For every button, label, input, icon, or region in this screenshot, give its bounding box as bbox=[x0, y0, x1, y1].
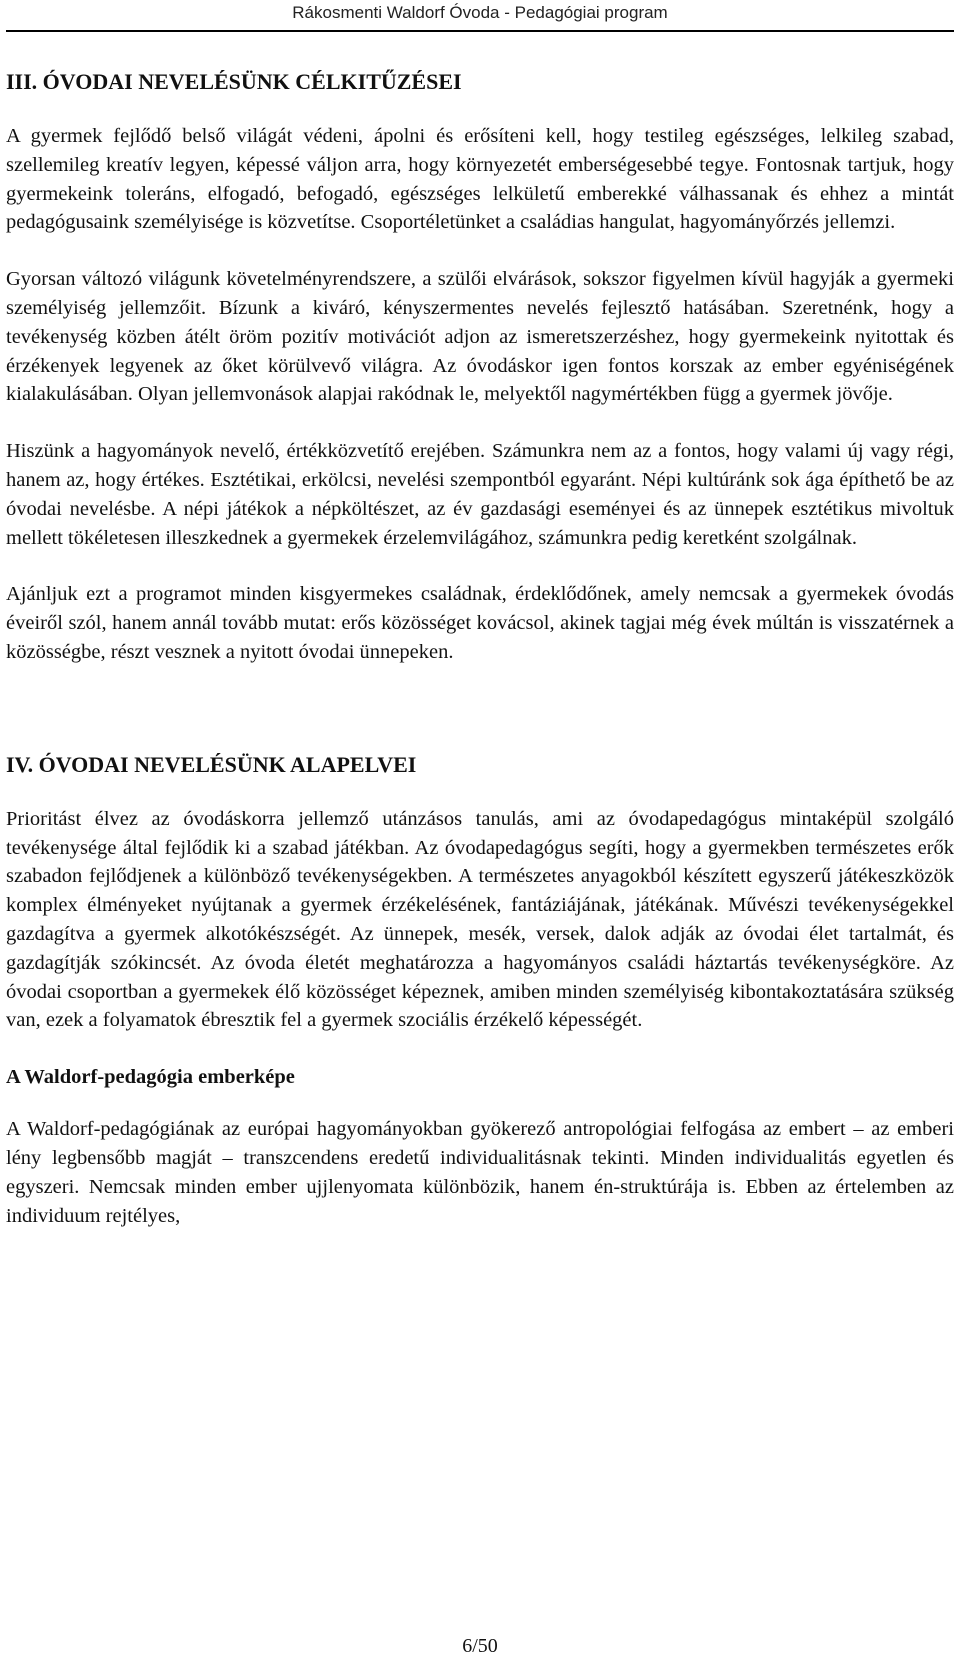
section-3-heading: III. ÓVODAI NEVELÉSÜNK CÉLKITŰZÉSEI bbox=[6, 69, 462, 94]
running-header: Rákosmenti Waldorf Óvoda - Pedagógiai program bbox=[292, 3, 668, 22]
section-4-paragraph-1: Prioritást élvez az óvodáskorra jellemző utánzásos tanulás, ami az óvodapedagógus mintaképül szolgáló tevékenysége által fejlődik ki a szabad játékban. Az óvodapedagógus segíti, hogy a gyermekben természetes erők szabadon fejlődjenek a különböző tevékenységekben. A természetes anyagokból készített egyszerű játékeszközök komplex élményeket nyújtanak a gyermek érzékelésének, fantáziájának, játékának. Művészi tevékenységekkel gazdagítva a gyermek alkotókészségét. Az ünnepek, mesék, versek, dalok adják az óvodai élet tartalmát, és gazdagítják szókincsét. Az óvoda életét meghatározza a hagyományos családi háztartás tevékenységköre. Az óvodai csoportban a gyermekek élő közösséget képeznek, amiben minden személyiség kibontakoztatására szükség van, ezek a folyamatok ébresztik fel a gyermek szociális érzékelő képességét. bbox=[6, 807, 954, 1032]
subsection-paragraph-1: A Waldorf-pedagógiának az európai hagyományokban gyökerező antropológiai felfogása az embert – az emberi lény legbensőbb magját – transzcendens eredetű individualitásnak tekinti. Minden individualitás egyetlen és egyszeri. Nemcsak minden ember ujjlenyomata különbözik, hanem én-struktúrája is. Ebben az értelemben az individuum rejtélyes, bbox=[6, 1118, 954, 1227]
section-4-heading: IV. ÓVODAI NEVELÉSÜNK ALAPELVEI bbox=[6, 751, 417, 777]
section-3-paragraph-3: Hiszünk a hagyományok nevelő, értékközvetítő erejében. Számunkra nem az a fontos, hogy valami új vagy régi, hanem az, hogy értékes. Esztétikai, erkölcsi, nevelési szempontból egyaránt. Népi kultúránk sok ága építhető be az óvodai nevelésbe. A népi játékok a népköltészet, az év gazdasági eseményei és az ünnepek esztétikus mivoltuk mellett tökéletesen illeszkednek a gyermekek érzelemvilágához, számunkra pedig keretként szolgálnak. bbox=[6, 440, 954, 549]
section-3-paragraph-2: Gyorsan változó világunk követelményrendszere, a szülői elvárások, sokszor figyelmen kívül hagyják a gyermeki személyiség jellemzőit. Bízunk a kiváró, kényszermentes nevelés fejlesztő hatásában. Szeretnénk, hogy a tevékenység közben átélt öröm pozitív motivációt adjon az ismeretszerzéshez, hogy gyermekeink nyitottak és érzékenyek legyenek az őket körülvevő világra. Az óvodáskor igen fontos korszak az ember egyéniségének kialakulásában. Olyan jellemvonások alapjai rakódnak le, melyektől nagymértékben függ a gyermek jövője. bbox=[6, 268, 954, 406]
header-rule bbox=[6, 30, 954, 32]
section-3-paragraph-4: Ajánljuk ezt a programot minden kisgyermekes családnak, érdeklődőnek, amely nemcsak a gyermekek óvodás éveiről szól, hanem annál tovább mutat: erős közösséget kovácsol, akinek tagjai még évek múltán is visszatérnek a közösségbe, részt vesznek a nyitott óvodai ünnepeken. bbox=[6, 583, 954, 663]
section-spacer bbox=[6, 695, 954, 751]
subsection-heading: A Waldorf-pedagógia emberképe bbox=[6, 1066, 295, 1089]
page-number: 6/50 bbox=[462, 1635, 498, 1657]
page-content bbox=[6, 68, 954, 1258]
section-3-paragraph-1: A gyermek fejlődő belső világát védeni, ápolni és erősíteni kell, hogy testileg egészséges, lelkileg szabad, szellemileg kreatív legyen, képessé váljon arra, hogy környezetét emberségesebbé tegye. Fontosnak tartjuk, hogy gyermekeink toleráns, elfogadó, befogadó, egészséges lelkületű emberekké válhassanak és ehhez a mintát pedagógusaink személyisége is közvetítse. Csoportéletünket a családias hangulat, hagyományőrzés jellemzi. bbox=[6, 125, 954, 234]
